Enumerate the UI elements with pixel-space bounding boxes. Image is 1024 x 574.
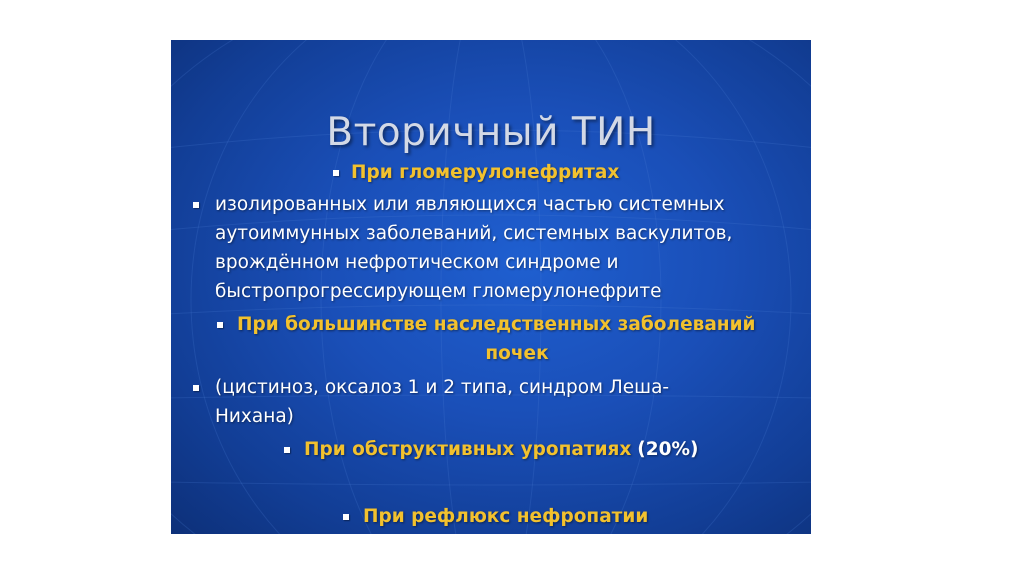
heading-text: При обструктивных уропатиях [304,439,632,460]
slide-title: Вторичный ТИН [326,110,656,155]
bullet-icon [343,514,349,520]
list-item-autoimmune [215,190,732,306]
bullet-icon [284,447,290,453]
heading-text: При гломерулонефритах [351,162,620,183]
list-item-glomerulonephritis [351,158,619,187]
heading-text: При рефлюкс нефропатии [363,506,649,527]
body-line: изолированных или являющихся частью системных [215,194,725,215]
bullet-icon [333,170,339,176]
body-line: Нихана) [215,406,294,427]
body-line: быстропрогрессирующем гломерулонефрите [215,281,662,302]
bullet-icon [193,385,199,391]
bullet-icon [217,322,223,328]
list-item-cystinosis [215,373,669,431]
presentation-slide [171,40,811,534]
list-item-hereditary [237,310,807,368]
body-line: врождённом нефротическом синдроме и [215,252,619,273]
list-item-reflux [363,502,648,531]
body-line: (цистиноз, оксалоз 1 и 2 типа, синдром Леша- [215,377,670,398]
percent-label: (20%) [637,439,699,460]
body-line: аутоиммунных заболеваний, системных васкулитов, [215,223,733,244]
heading-text: При большинстве наследственных заболеваний [237,314,756,335]
list-item-obstructive [304,435,698,464]
heading-text: почек [485,343,549,364]
bullet-icon [193,202,199,208]
